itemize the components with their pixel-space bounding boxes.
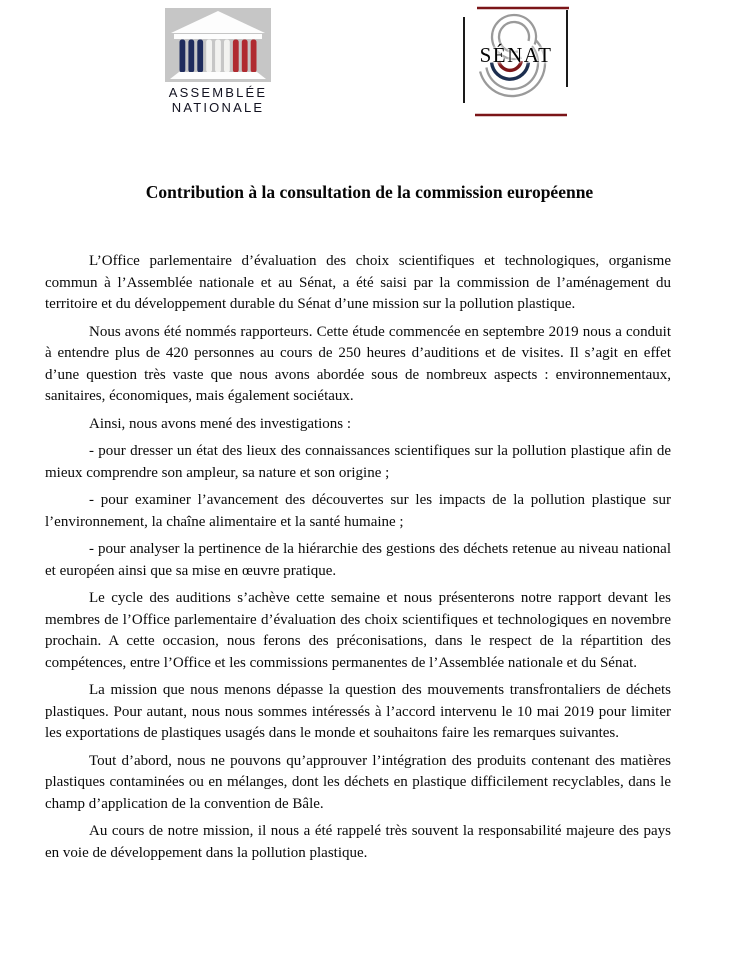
- senat-logo: [457, 3, 575, 121]
- senat-wordmark: SÉNAT: [479, 43, 553, 67]
- paragraph-rapporteurs: Nous avons été nommés rapporteurs. Cette étude commencée en septembre 2019 nous a conduit à entendre plus de 420 personnes au cours de 250 heures d’auditions et de visites. Il s’agit en effet d’une question très vaste que nous avons abordée sous de nombreux aspects : environnementaux, sanitaires, économiques, mais également sociétaux.: [45, 323, 671, 404]
- list-item-impacts: - pour examiner l’avancement des découvertes sur les impacts de la pollution plastique sur l’environnement, la chaîne alimentaire et la santé humaine ;: [45, 492, 671, 530]
- paragraph-office-saisine: L’Office parlementaire d’évaluation des choix scientifiques et technologiques, organisme commun à l’Assemblée nationale et au Sénat, a été saisi par la commission de l’aménagement du territoire et du développement durable du Sénat d’une mission sur la pollution plastique.: [45, 253, 671, 312]
- paragraph-investigations-intro: Ainsi, nous avons mené des investigations :: [89, 415, 352, 432]
- paragraph-convention-bale: Tout d’abord, nous ne pouvons qu’approuver l’intégration des produits contenant des matières plastiques contaminées ou en mélanges, dont les déchets en plastique difficilement recyclables, dans le champ d’application de la convention de Bâle.: [45, 752, 671, 812]
- paragraph-cycle-auditions: Le cycle des auditions s’achève cette semaine et nous présenterons notre rapport devant les membres de l’Office parlementaire d’évaluation des choix scientifiques et technologiques en novembre prochain. A cette occasion, nous ferons des préconisations, dans le respect de la répartition des compétences, entre l’Office et les commissions permanentes de l’Assemblée nationale et du Sénat.: [45, 590, 671, 671]
- document-body: [45, 251, 671, 870]
- list-item-etat-des-lieux: - pour dresser un état des lieux des connaissances scientifiques sur la pollution plastique afin de mieux comprendre son ampleur, sa nature et son origine ;: [45, 443, 671, 481]
- page-title: Contribution à la consultation de la commission européenne: [145, 182, 594, 202]
- assemblee-nationale-logo: [163, 8, 273, 115]
- paragraph-pays-developpement: Au cours de notre mission, il nous a été rappelé très souvent la responsabilité majeure des pays en voie de développement dans la pollution plastique.: [45, 823, 671, 861]
- header-logos: [0, 0, 739, 128]
- assemblee-wordmark-line2: NATIONALE: [171, 100, 265, 115]
- assemblee-wordmark-line1: ASSEMBLÉE: [168, 85, 268, 100]
- assemblee-nationale-emblem-icon: [165, 8, 271, 82]
- paragraph-mission-accord-2019: La mission que nous menons dépasse la question des mouvements transfrontaliers de déchets plastiques. Pour autant, nous nous sommes intéressés à l’accord intervenu le 10 mai 2019 pour limiter les exportations de plastiques usagés dans le monde et souhaitons faire les remarques suivantes.: [45, 682, 671, 741]
- list-item-hierarchie-dechets: - pour analyser la pertinence de la hiérarchie des gestions des déchets retenue au niveau national et européen ainsi que sa mise en œuvre pratique.: [45, 541, 671, 579]
